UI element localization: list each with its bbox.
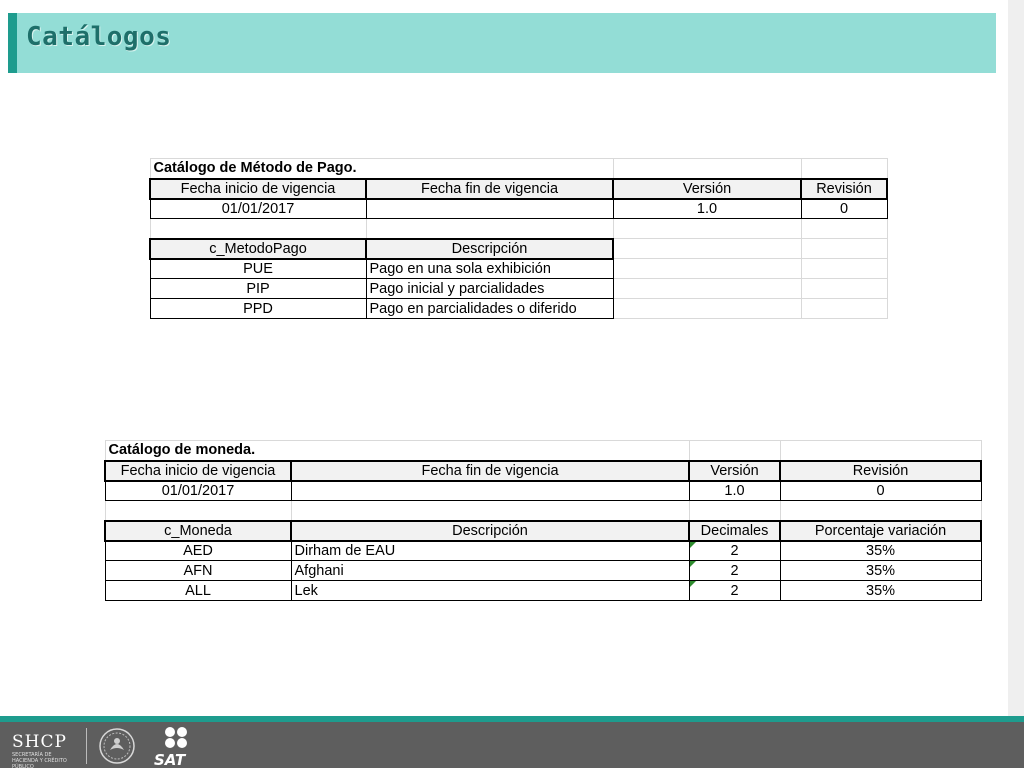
code-cell: PPD (150, 299, 366, 319)
empty-cell (801, 159, 887, 179)
table-row (150, 259, 887, 279)
header-cell: Revisión (780, 461, 981, 481)
header-cell: Versión (689, 461, 780, 481)
decimals-cell: 2 (689, 561, 780, 581)
code-cell: AED (105, 541, 291, 561)
version-row (105, 481, 981, 501)
header-cell: Fecha inicio de vigencia (105, 461, 291, 481)
empty-cell (801, 279, 887, 299)
description-cell: Pago en una sola exhibición (366, 259, 613, 279)
version-header-row (150, 179, 887, 199)
empty-cell (613, 259, 801, 279)
code-cell: PIP (150, 279, 366, 299)
table-row (105, 541, 981, 561)
empty-cell (801, 219, 887, 239)
footer-divider (86, 728, 87, 764)
shcp-logo (8, 730, 80, 770)
moneda-table (104, 440, 982, 601)
variation-cell: 35% (780, 541, 981, 561)
decimals-cell: 2 (689, 541, 780, 561)
header-cell: Fecha fin de vigencia (291, 461, 689, 481)
empty-cell (689, 501, 780, 521)
version-header-row (105, 461, 981, 481)
header-cell: c_MetodoPago (150, 239, 366, 259)
right-gutter (1008, 0, 1024, 716)
description-cell: Lek (291, 581, 689, 601)
header-cell: Descripción (366, 239, 613, 259)
header-cell: Revisión (801, 179, 887, 199)
empty-cell (801, 299, 887, 319)
code-cell: AFN (105, 561, 291, 581)
variation-cell: 35% (780, 581, 981, 601)
empty-cell (801, 239, 887, 259)
header-cell: Versión (613, 179, 801, 199)
metodo-pago-table (149, 158, 888, 319)
empty-cell (780, 501, 981, 521)
code-cell: PUE (150, 259, 366, 279)
item-header-row (150, 239, 887, 259)
table-cell: 0 (780, 481, 981, 501)
empty-cell (366, 219, 613, 239)
table-cell: 01/01/2017 (150, 199, 366, 219)
description-cell: Pago en parcialidades o diferido (366, 299, 613, 319)
description-cell: Dirham de EAU (291, 541, 689, 561)
table-cell (366, 199, 613, 219)
empty-cell (613, 159, 801, 179)
page-title: Catálogos (26, 22, 172, 52)
empty-cell (613, 219, 801, 239)
header-cell: Decimales (689, 521, 780, 541)
table-row (150, 299, 887, 319)
table-title: Catálogo de moneda. (105, 441, 689, 461)
version-row (150, 199, 887, 219)
header-cell: Fecha fin de vigencia (366, 179, 613, 199)
empty-cell (105, 501, 291, 521)
shcp-logo-subtitle: SECRETARÍA DE HACIENDA Y CRÉDITO PÚBLICO (12, 752, 67, 770)
decimals-cell: 2 (689, 581, 780, 601)
spacer-row (105, 501, 981, 521)
table-title-row (105, 441, 981, 461)
description-cell: Pago inicial y parcialidades (366, 279, 613, 299)
table-cell (291, 481, 689, 501)
table-row (105, 581, 981, 601)
title-accent (8, 13, 17, 73)
variation-cell: 35% (780, 561, 981, 581)
header-cell: c_Moneda (105, 521, 291, 541)
coat-of-arms-icon (97, 726, 137, 771)
table-cell: 1.0 (613, 199, 801, 219)
empty-cell (291, 501, 689, 521)
header-cell: Porcentaje variación (780, 521, 981, 541)
header-cell: Fecha inicio de vigencia (150, 179, 366, 199)
table-cell: 1.0 (689, 481, 780, 501)
header-cell: Descripción (291, 521, 689, 541)
sat-logo (152, 726, 202, 768)
empty-cell (780, 441, 981, 461)
shcp-logo-text: SHCP (12, 732, 67, 752)
description-cell: Afghani (291, 561, 689, 581)
empty-cell (613, 279, 801, 299)
empty-cell (801, 259, 887, 279)
footer (0, 722, 1024, 768)
sat-logo-text: SAT (154, 751, 186, 769)
item-header-row (105, 521, 981, 541)
title-bar (8, 13, 996, 73)
spacer-row (150, 219, 887, 239)
table-title-row (150, 159, 887, 179)
empty-cell (689, 441, 780, 461)
table-cell: 0 (801, 199, 887, 219)
table-row (150, 279, 887, 299)
sat-dots-icon (162, 726, 190, 750)
code-cell: ALL (105, 581, 291, 601)
table-row (105, 561, 981, 581)
table-cell: 01/01/2017 (105, 481, 291, 501)
table-title: Catálogo de Método de Pago. (150, 159, 613, 179)
empty-cell (613, 239, 801, 259)
empty-cell (150, 219, 366, 239)
empty-cell (613, 299, 801, 319)
